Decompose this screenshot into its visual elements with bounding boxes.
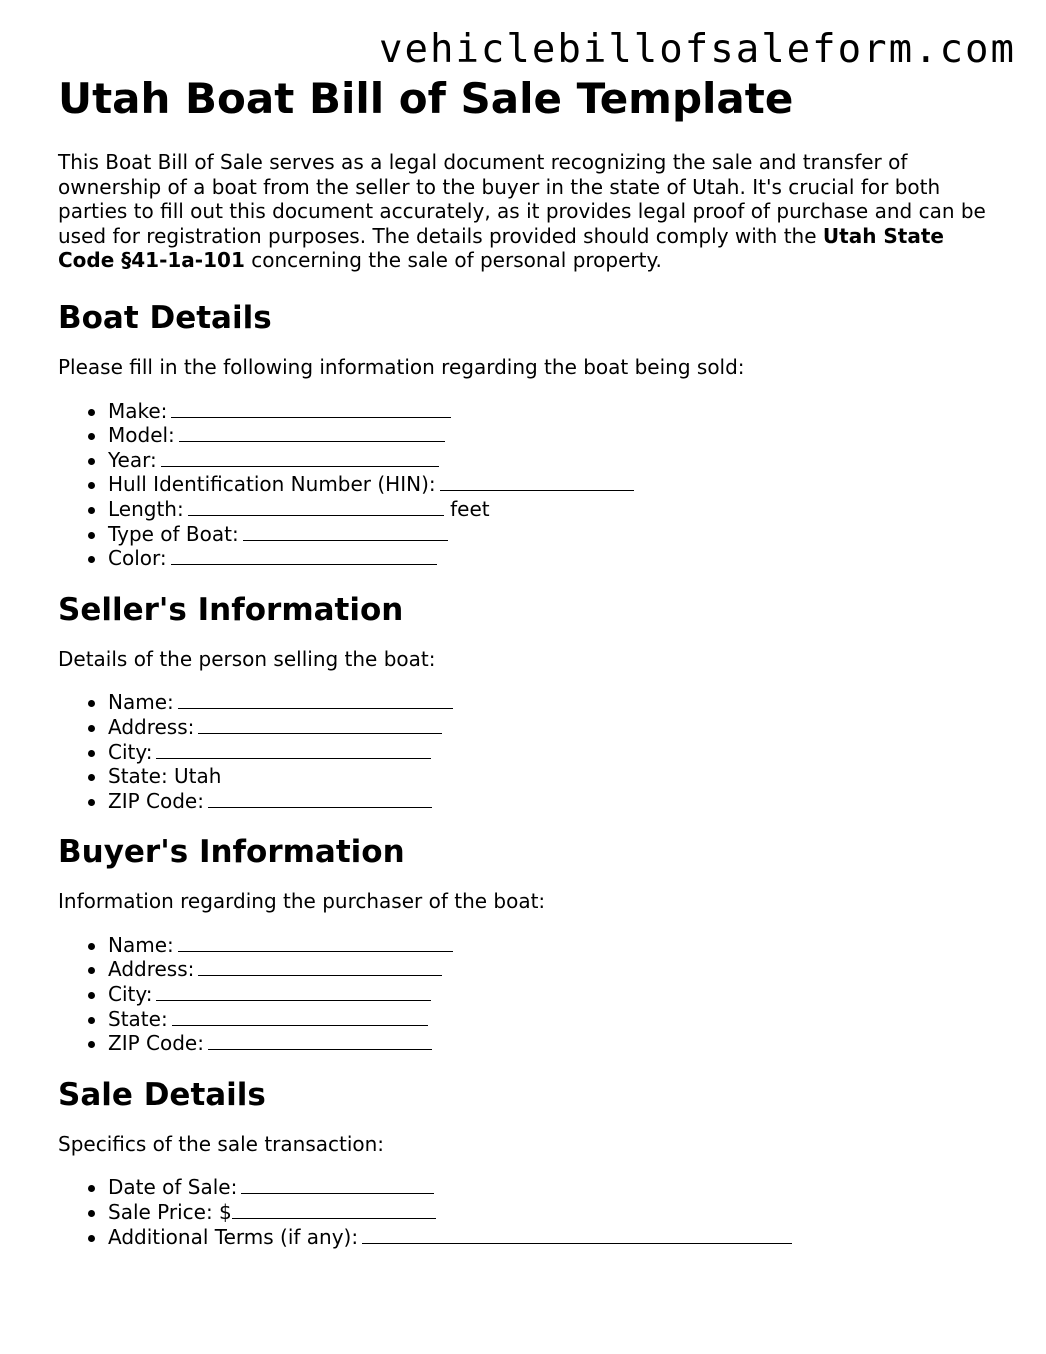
field-buyer-address [108,957,993,982]
make-blank[interactable] [171,399,451,418]
field-label: Address: [108,714,195,739]
buyer-city-blank[interactable] [156,982,431,1001]
field-additional-terms [108,1225,993,1250]
site-watermark: vehiclebillofsaleform.com [379,27,1016,72]
field-label: Sale Price: $ [108,1200,232,1225]
length-blank[interactable] [188,497,444,516]
field-buyer-name [108,933,993,958]
field-label: Name: [108,690,174,715]
field-label: Length: [108,496,184,521]
section-heading-buyer: Buyer's Information [58,834,405,871]
section-heading-boat: Boat Details [58,299,272,336]
model-blank[interactable] [179,423,445,442]
field-seller-address [108,715,993,740]
intro-paragraph [58,150,993,273]
field-label: Date of Sale: [108,1175,238,1200]
hin-blank[interactable] [440,472,634,491]
buyer-state-blank[interactable] [172,1007,428,1026]
section-lead-buyer: Information regarding the purchaser of the boat: [58,889,546,914]
seller-address-blank[interactable] [198,715,442,734]
buyer-fields-list [58,933,993,1056]
sale-price-blank[interactable] [232,1200,436,1219]
field-year [108,448,993,473]
field-buyer-zip [108,1031,993,1056]
section-lead-seller: Details of the person selling the boat: [58,646,436,671]
field-buyer-state [108,1007,993,1032]
field-color [108,546,993,571]
year-blank[interactable] [161,448,439,467]
field-model [108,423,993,448]
page-title: Utah Boat Bill of Sale Template [58,74,794,123]
field-seller-name [108,690,993,715]
field-label: Address: [108,957,195,982]
buyer-address-blank[interactable] [198,957,442,976]
field-sale-price [108,1200,993,1225]
field-hin [108,472,993,497]
intro-legal-code: Utah State Code §41-1a-101 [58,223,944,273]
field-sale-date [108,1175,993,1200]
field-label: City: [108,982,153,1007]
section-heading-sale: Sale Details [58,1076,266,1113]
field-label: City: [108,739,153,764]
type-blank[interactable] [243,522,448,541]
document-page [58,74,993,1269]
color-blank[interactable] [171,546,437,565]
field-label: Type of Boat: [108,521,239,546]
seller-fields-list [58,690,993,813]
field-type [108,522,993,547]
field-label: Name: [108,932,174,957]
seller-zip-blank[interactable] [208,789,432,808]
field-label: ZIP Code: [108,788,204,813]
intro-text-end: concerning the sale of personal property. [244,248,662,273]
section-lead-boat: Please fill in the following information regarding the boat being sold: [58,354,745,379]
field-label: Make: [108,398,168,423]
intro-text: This Boat Bill of Sale serves as a legal document recognizing the sale and transfer of ownership of a boat from the seller to the buyer in the state of Utah. It's crucial for both parties to fill out this document accurately, as it provides legal proof of purchase and can be used for registration purposes. The details provided should comply with the [58,150,986,248]
field-buyer-city [108,982,993,1007]
field-make [108,399,993,424]
buyer-name-blank[interactable] [178,933,453,952]
field-label: State: Utah [108,764,222,789]
field-label: Hull Identification Number (HIN): [108,472,436,497]
seller-city-blank[interactable] [156,740,431,759]
field-label: Model: [108,423,175,448]
field-seller-state [108,764,993,789]
additional-terms-blank[interactable] [362,1225,792,1244]
field-label: ZIP Code: [108,1031,204,1056]
field-label: State: [108,1006,168,1031]
field-seller-zip [108,789,993,814]
section-lead-sale: Specifics of the sale transaction: [58,1131,385,1156]
section-heading-seller: Seller's Information [58,591,404,628]
length-unit: feet [450,496,490,521]
field-seller-city [108,740,993,765]
seller-name-blank[interactable] [178,690,453,709]
field-label: Color: [108,546,167,571]
field-label: Additional Terms (if any): [108,1224,359,1249]
sale-fields-list [58,1175,993,1249]
boat-fields-list [58,399,993,571]
field-length [108,497,993,522]
buyer-zip-blank[interactable] [208,1031,432,1050]
sale-date-blank[interactable] [241,1175,434,1194]
field-label: Year: [108,447,157,472]
